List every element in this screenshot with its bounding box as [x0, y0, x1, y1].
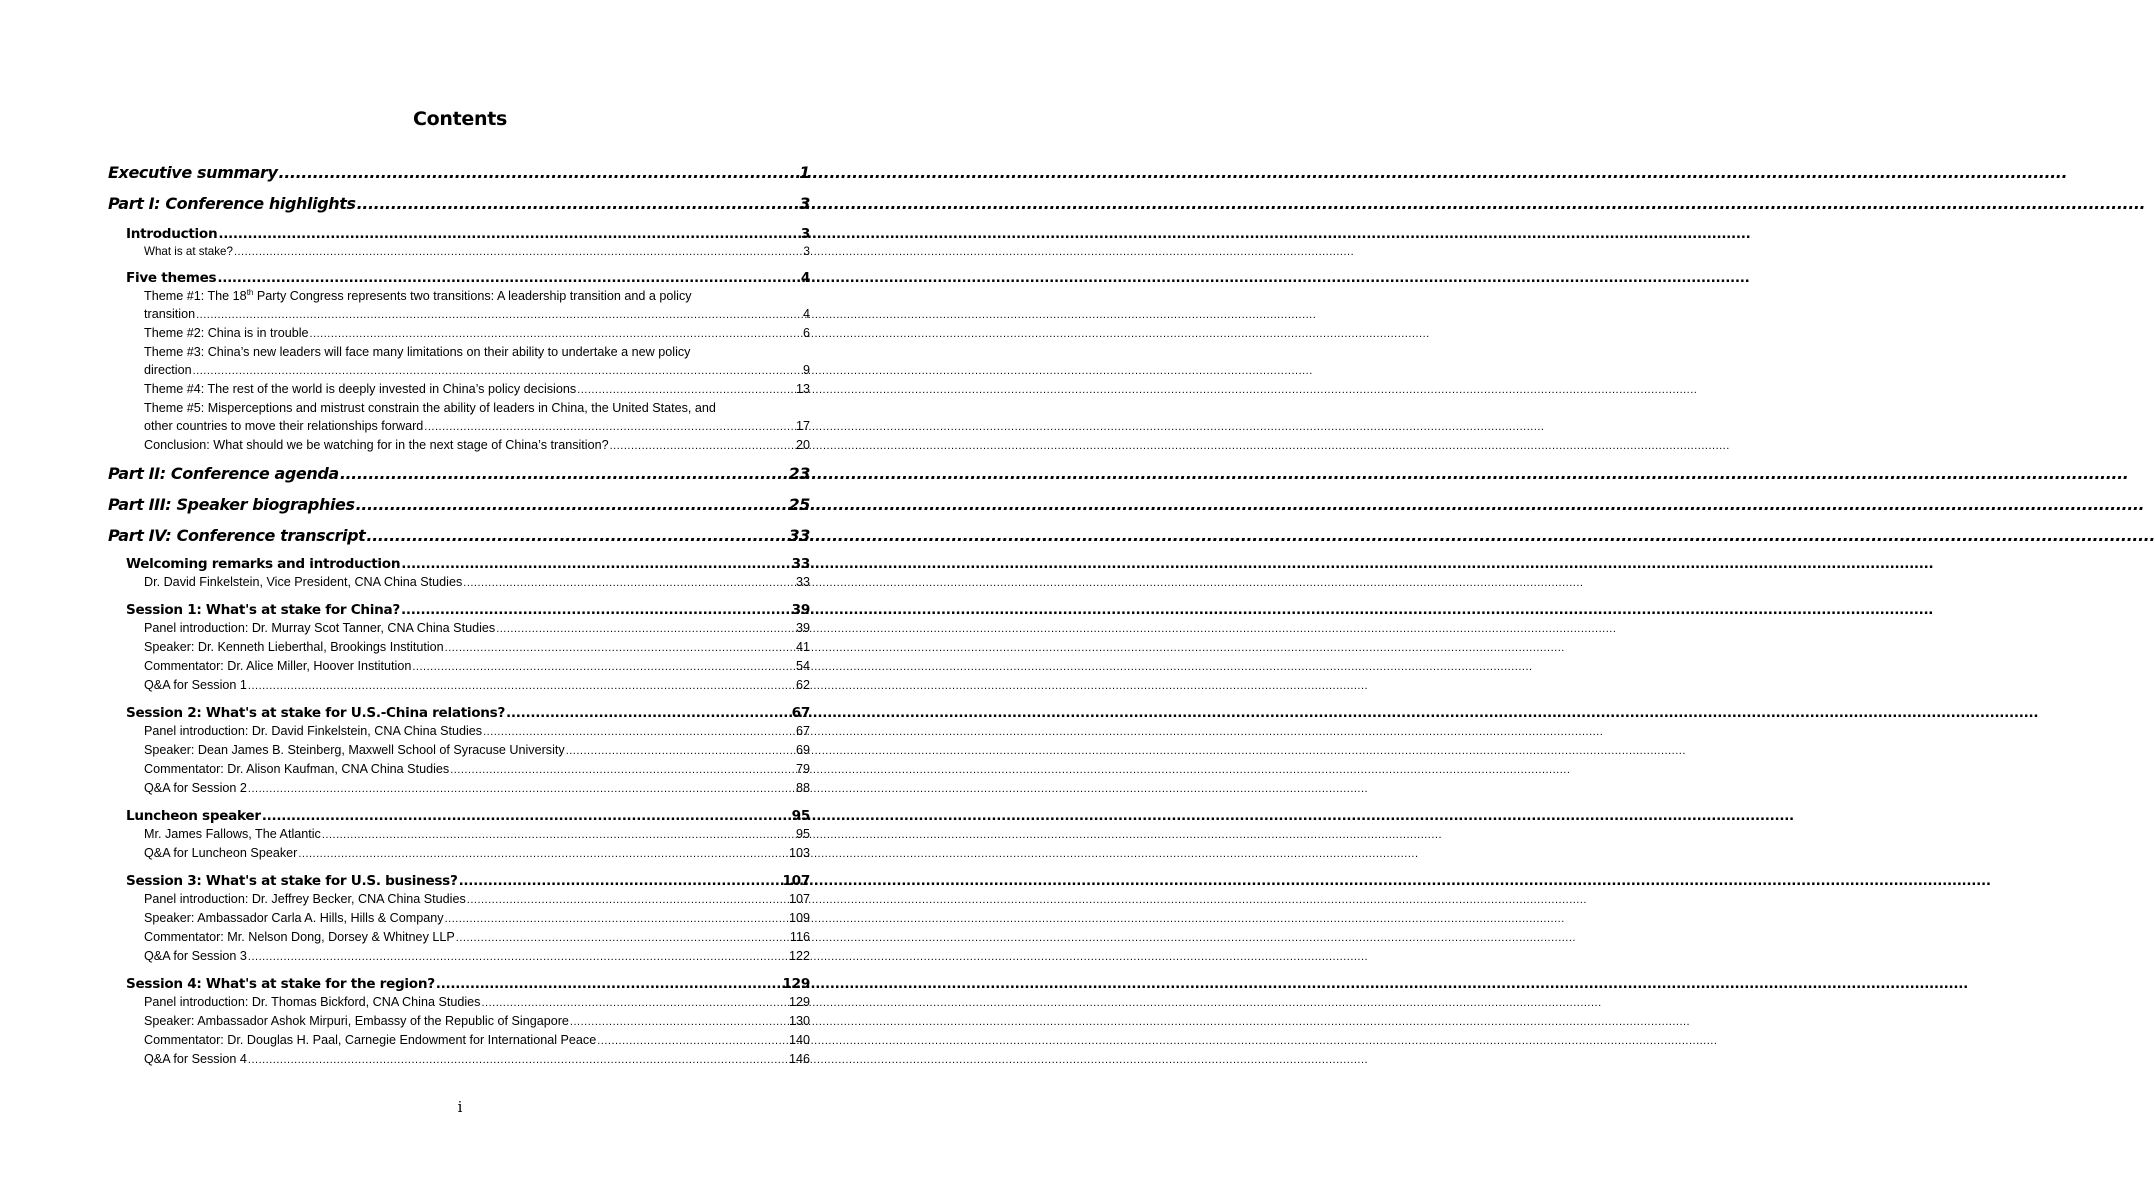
- toc-entry-executive-summary[interactable]: [108, 163, 810, 183]
- dot-leader: [456, 929, 789, 947]
- toc-page-number: 20: [795, 438, 810, 452]
- toc-label: Theme #1: The 18: [144, 289, 247, 303]
- dot-leader: [298, 845, 788, 863]
- toc-page-number: 109: [788, 911, 810, 925]
- toc-entry-theme3[interactable]: [144, 361, 810, 380]
- toc-page-number: 67: [795, 724, 810, 738]
- toc-page-number: 25: [788, 495, 810, 514]
- toc-label: Panel introduction: Dr. Thomas Bickford, CNA China Studies: [144, 995, 481, 1009]
- toc-label: Part IV: Conference transcript: [108, 526, 366, 545]
- dot-leader: [310, 325, 802, 343]
- toc-sub-entry[interactable]: [144, 619, 810, 638]
- dot-leader: [577, 381, 795, 399]
- toc-label: direction: [144, 363, 192, 377]
- toc-entry-theme1[interactable]: [144, 305, 810, 324]
- toc-page-number: 17: [795, 419, 810, 433]
- toc-sub-entry[interactable]: [144, 1050, 810, 1069]
- dot-leader: [234, 244, 803, 261]
- toc-label: Commentator: Mr. Nelson Dong, Dorsey & Whitney LLP: [144, 930, 455, 944]
- table-of-contents: [108, 163, 810, 1069]
- toc-page-number: 88: [795, 781, 810, 795]
- toc-page-number: 33: [791, 556, 810, 572]
- page-title: Contents: [412, 108, 507, 130]
- luncheon-items: [108, 825, 810, 863]
- dot-leader: [248, 1051, 788, 1069]
- dot-leader: [436, 976, 782, 993]
- toc-sub-entry[interactable]: [144, 722, 810, 741]
- toc-sub-entry[interactable]: [144, 1031, 810, 1050]
- toc-label: Commentator: Dr. Alice Miller, Hoover Institution: [144, 659, 412, 673]
- toc-label: Q&A for Session 1: [144, 678, 247, 692]
- dot-leader: [196, 306, 802, 324]
- toc-page-number: 129: [782, 976, 810, 992]
- dot-leader: [610, 437, 795, 455]
- toc-page-number: 95: [791, 808, 810, 824]
- toc-sub-entry[interactable]: [144, 760, 810, 779]
- toc-label: Q&A for Session 2: [144, 781, 247, 795]
- toc-sub-entry[interactable]: [144, 928, 810, 947]
- toc-entry-five-themes[interactable]: [126, 270, 810, 287]
- toc-label: Party Congress represents two transitions: A leadership transition and a policy: [253, 289, 692, 303]
- toc-page-number: 39: [791, 602, 810, 618]
- toc-entry-theme5[interactable]: [144, 417, 810, 436]
- document-page: [0, 0, 920, 1191]
- toc-label: Speaker: Ambassador Carla A. Hills, Hills & Company: [144, 911, 444, 925]
- toc-page-number: 122: [788, 949, 810, 963]
- session2-items: [108, 722, 810, 798]
- toc-label: What is at stake?: [144, 245, 233, 258]
- dot-leader: [401, 556, 790, 573]
- session1-items: [108, 619, 810, 695]
- toc-page-number: 1: [799, 163, 810, 182]
- toc-entry-theme1-line1[interactable]: [144, 287, 810, 305]
- toc-label: Part I: Conference highlights: [108, 194, 356, 213]
- toc-page-number: 146: [788, 1052, 810, 1066]
- toc-page-number: 54: [795, 659, 810, 673]
- dot-leader: [340, 464, 788, 484]
- toc-label: Q&A for Session 3: [144, 949, 247, 963]
- dot-leader: [248, 780, 795, 798]
- welcoming-items: [108, 573, 810, 592]
- dot-leader: [450, 761, 795, 779]
- toc-label: Welcoming remarks and introduction: [126, 556, 401, 572]
- toc-label: Panel introduction: Dr. Murray Scot Tanner, CNA China Studies: [144, 621, 496, 635]
- toc-sub-entry[interactable]: [144, 676, 810, 695]
- toc-label: transition: [144, 307, 196, 321]
- toc-label: Speaker: Dean James B. Steinberg, Maxwell School of Syracuse University: [144, 743, 565, 757]
- toc-sub-entry[interactable]: [144, 741, 810, 760]
- toc-page-number: 95: [795, 827, 810, 841]
- toc-entry-session3[interactable]: [126, 873, 810, 890]
- dot-leader: [445, 910, 788, 928]
- toc-label: Speaker: Dr. Kenneth Lieberthal, Brookings Institution: [144, 640, 444, 654]
- toc-label: Session 2: What's at stake for U.S.-China relations?: [126, 705, 506, 721]
- toc-label: Commentator: Dr. Alison Kaufman, CNA China Studies: [144, 762, 450, 776]
- toc-page-number: 3: [803, 245, 810, 258]
- toc-label: Session 1: What's at stake for China?: [126, 602, 400, 618]
- toc-label: Mr. James Fallows, The Atlantic: [144, 827, 321, 841]
- dot-leader: [483, 723, 795, 741]
- dot-leader: [248, 677, 795, 695]
- dot-leader: [496, 620, 795, 638]
- toc-label: Session 3: What's at stake for U.S. business?: [126, 873, 458, 889]
- toc-entry-session1[interactable]: [126, 602, 810, 619]
- toc-page-number: 130: [788, 1014, 810, 1028]
- toc-entry-theme5-line1[interactable]: Theme #5: Misperceptions and mistrust constrain the ability of leaders in China, the United States, and: [144, 401, 716, 415]
- dot-leader: [366, 526, 787, 546]
- toc-sub-entry[interactable]: [144, 638, 810, 657]
- toc-entry-theme3-line1[interactable]: Theme #3: China’s new leaders will face many limitations on their ability to undertake a new policy: [144, 345, 691, 359]
- toc-entry-what-is-at-stake[interactable]: [144, 243, 810, 261]
- dot-leader: [481, 994, 788, 1012]
- toc-label: Introduction: [126, 226, 218, 242]
- toc-page-number: 3: [800, 226, 810, 242]
- session3-items: [108, 890, 810, 966]
- toc-label: Part III: Speaker biographies: [108, 495, 355, 514]
- toc-page-number: 13: [795, 382, 810, 396]
- dot-leader: [412, 658, 795, 676]
- toc-label: Theme #4: The rest of the world is deeply invested in China’s policy decisions: [144, 382, 577, 396]
- toc-entry-part2[interactable]: [108, 464, 810, 484]
- dot-leader: [459, 873, 782, 890]
- toc-label: Theme #2: China is in trouble: [144, 326, 309, 340]
- toc-page-number: 41: [795, 640, 810, 654]
- toc-sub-entry[interactable]: [144, 779, 810, 798]
- dot-leader: [597, 1032, 788, 1050]
- toc-page-number: 116: [789, 930, 810, 944]
- toc-page-number: 107: [788, 892, 810, 906]
- toc-page-number: 140: [788, 1033, 810, 1047]
- toc-label: Conclusion: What should we be watching for in the next stage of China’s transition?: [144, 438, 609, 452]
- toc-entry-welcoming[interactable]: [126, 556, 810, 573]
- toc-page-number: 33: [788, 526, 810, 545]
- toc-page-number: 107: [782, 873, 810, 889]
- toc-sub-entry[interactable]: [144, 844, 810, 863]
- toc-page-number: 69: [795, 743, 810, 757]
- toc-page-number: 3: [799, 194, 810, 213]
- dot-leader: [570, 1013, 788, 1031]
- toc-label: Panel introduction: Dr. David Finkelstein, CNA China Studies: [144, 724, 483, 738]
- toc-sub-entry[interactable]: [144, 890, 810, 909]
- toc-sub-entry[interactable]: [144, 1012, 810, 1031]
- dot-leader: [566, 742, 795, 760]
- toc-sub-entry[interactable]: [144, 825, 810, 844]
- dot-leader: [357, 194, 799, 214]
- toc-entry-session4[interactable]: [126, 976, 810, 993]
- dot-leader: [356, 495, 788, 515]
- toc-page-number: 129: [788, 995, 810, 1009]
- dot-leader: [193, 362, 802, 380]
- toc-label: other countries to move their relationships forward: [144, 419, 424, 433]
- toc-label: Q&A for Luncheon Speaker: [144, 846, 298, 860]
- toc-entry-part1[interactable]: [108, 194, 810, 214]
- superscript: th: [246, 287, 254, 297]
- toc-page-number: 6: [802, 326, 810, 340]
- dot-leader: [424, 418, 795, 436]
- dot-leader: [218, 226, 800, 243]
- toc-entry-part4[interactable]: [108, 526, 810, 546]
- toc-page-number: 62: [795, 678, 810, 692]
- toc-label: Dr. David Finkelstein, Vice President, CNA China Studies: [144, 575, 463, 589]
- toc-page-number: 9: [802, 363, 810, 377]
- dot-leader: [401, 602, 791, 619]
- toc-label: Commentator: Dr. Douglas H. Paal, Carnegie Endowment for International Peace: [144, 1033, 597, 1047]
- toc-sub-entry[interactable]: [144, 657, 810, 676]
- toc-page-number: 103: [788, 846, 810, 860]
- toc-entry-theme2[interactable]: [144, 324, 810, 343]
- toc-sub-entry[interactable]: [144, 909, 810, 928]
- dot-leader: [506, 705, 791, 722]
- toc-label: Session 4: What's at stake for the region?: [126, 976, 435, 992]
- toc-sub-entry[interactable]: [144, 947, 810, 966]
- footer-page-number: i: [457, 1098, 463, 1116]
- session4-items: [108, 993, 810, 1069]
- toc-label: Five themes: [126, 270, 217, 286]
- toc-entry-conclusion[interactable]: [144, 436, 810, 455]
- toc-page-number: 4: [802, 307, 810, 321]
- toc-entry-theme4[interactable]: [144, 380, 810, 399]
- toc-label: Luncheon speaker: [126, 808, 261, 824]
- toc-page-number: 39: [795, 621, 810, 635]
- dot-leader: [322, 826, 795, 844]
- toc-page-number: 23: [788, 464, 810, 483]
- dot-leader: [217, 270, 799, 287]
- dot-leader: [467, 891, 788, 909]
- toc-entry-luncheon[interactable]: [126, 808, 810, 825]
- dot-leader: [463, 574, 795, 592]
- toc-label: Panel introduction: Dr. Jeffrey Becker, CNA China Studies: [144, 892, 466, 906]
- toc-page-number: 79: [795, 762, 810, 776]
- dot-leader: [279, 163, 799, 183]
- toc-page-number: 33: [795, 575, 810, 589]
- toc-sub-entry[interactable]: [144, 993, 810, 1012]
- dot-leader: [445, 639, 795, 657]
- toc-page-number: 67: [791, 705, 810, 721]
- toc-label: Part II: Conference agenda: [108, 464, 339, 483]
- toc-page-number: 4: [800, 270, 810, 286]
- toc-label: Executive summary: [108, 163, 278, 182]
- toc-entry-introduction[interactable]: [126, 226, 810, 243]
- toc-entry-session2[interactable]: [126, 705, 810, 722]
- dot-leader: [262, 808, 791, 825]
- dot-leader: [248, 948, 788, 966]
- toc-sub-entry[interactable]: [144, 573, 810, 592]
- toc-entry-part3[interactable]: [108, 495, 810, 515]
- toc-label: Q&A for Session 4: [144, 1052, 247, 1066]
- toc-label: Speaker: Ambassador Ashok Mirpuri, Embassy of the Republic of Singapore: [144, 1014, 569, 1028]
